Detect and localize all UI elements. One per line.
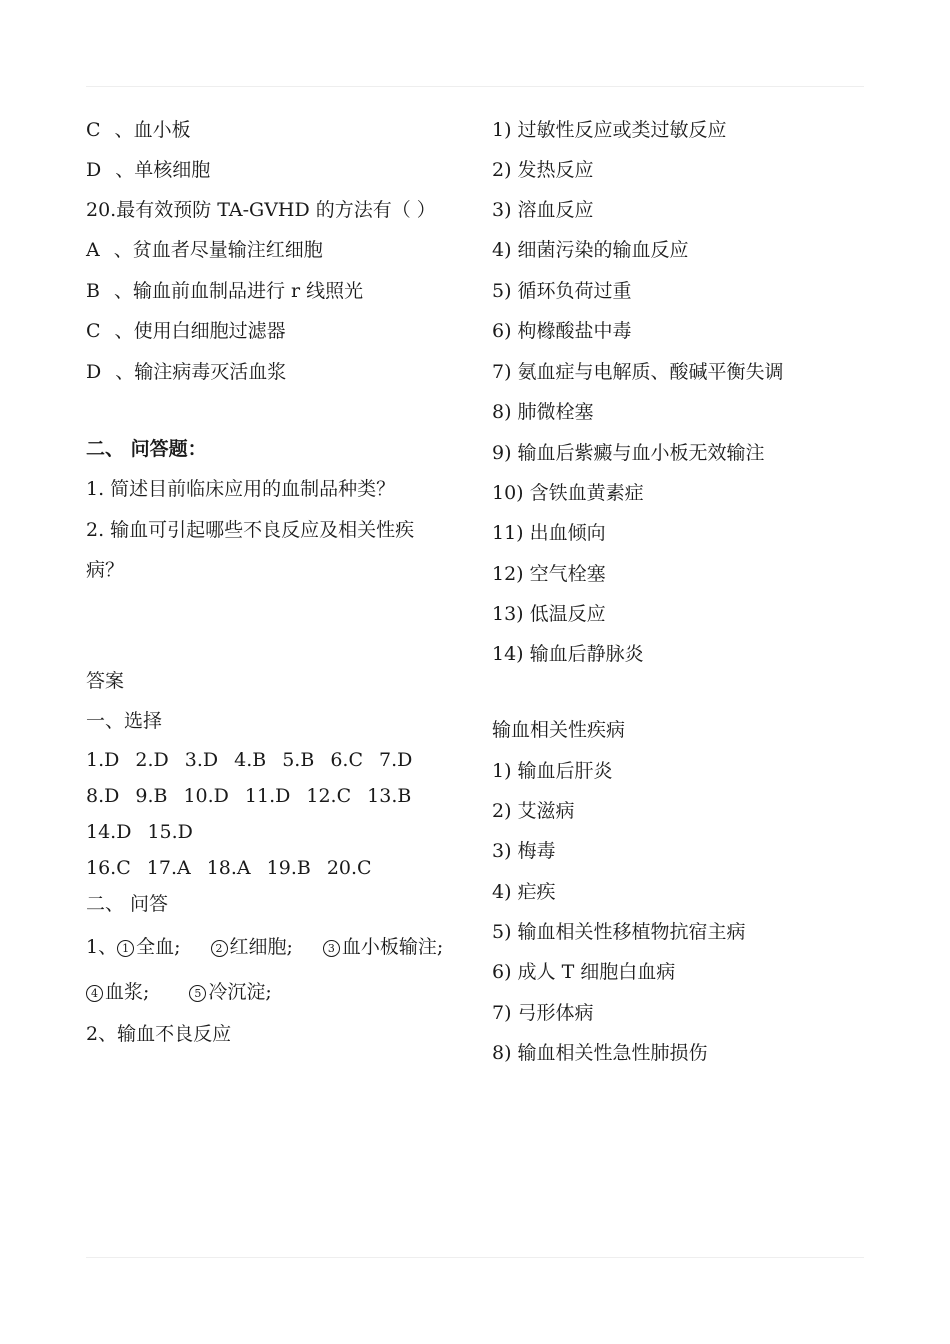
answer-item: 17.A xyxy=(146,857,191,879)
section2-heading: 二、 问答题： xyxy=(86,438,207,460)
related-disease-8: 8) 输血相关性急性肺损伤 xyxy=(492,1042,708,1064)
answer-1-line-b: 4 血浆; 5 冷沉淀; xyxy=(86,980,272,1004)
circled-number: 5 xyxy=(189,985,206,1002)
answer-item: 14.D xyxy=(86,821,132,843)
q20-option-a: A 、贫血者尽量输注红细胞 xyxy=(86,239,323,261)
adverse-reaction-4: 4) 细菌污染的输血反应 xyxy=(492,239,689,261)
adverse-reaction-1: 1) 过敏性反应或类过敏反应 xyxy=(492,119,727,141)
answers-part1-heading: 一、选择 xyxy=(86,710,163,732)
q19-option-d: D 、单核细胞 xyxy=(86,159,211,181)
answer-item: 16.C xyxy=(86,857,131,879)
answer-item: 13.B xyxy=(367,785,412,807)
answer-1-line-a: 1、 1 全血; 2 红细胞; 3 血小板输注; xyxy=(86,936,444,958)
circled-number: 2 xyxy=(211,940,228,957)
answer-item: 2.D xyxy=(135,749,169,771)
related-disease-7: 7) 弓形体病 xyxy=(492,1002,594,1024)
answer-item: 20.C xyxy=(326,857,372,879)
answer-item: 3.D xyxy=(184,749,219,771)
answer-2: 2、输血不良反应 xyxy=(86,1023,232,1045)
circled-number: 4 xyxy=(86,985,103,1002)
q19-option-c: C 、血小板 xyxy=(86,119,191,141)
adverse-reaction-2: 2) 发热反应 xyxy=(492,159,594,181)
related-disease-3: 3) 梅毒 xyxy=(492,840,556,862)
adverse-reaction-10: 10) 含铁血黄素症 xyxy=(492,482,644,504)
answer-item: 18.A xyxy=(206,857,251,879)
top-rule xyxy=(86,86,864,87)
related-disease-4: 4) 疟疾 xyxy=(492,881,556,903)
related-disease-6: 6) 成人 T 细胞白血病 xyxy=(492,961,676,983)
answers-title: 答案 xyxy=(86,670,125,692)
circled-number: 1 xyxy=(117,940,134,957)
adverse-reaction-6: 6) 枸橼酸盐中毒 xyxy=(492,320,632,342)
question-1: 1. 简述目前临床应用的血制品种类？ xyxy=(86,478,396,500)
adverse-reaction-11: 11) 出血倾向 xyxy=(492,522,606,544)
circled-number: 3 xyxy=(323,940,340,957)
answer-item: 12.C xyxy=(306,785,352,807)
answer-row-4 xyxy=(86,856,388,880)
answer-item: 1.D xyxy=(86,749,120,771)
answers-part2-heading: 二、 问答 xyxy=(86,893,169,915)
answer-item: 9.B xyxy=(135,785,168,807)
q20-option-c: C 、使用白细胞过滤器 xyxy=(86,320,286,342)
adverse-reaction-12: 12) 空气栓塞 xyxy=(492,563,606,585)
related-disease-5: 5) 输血相关性移植物抗宿主病 xyxy=(492,921,746,943)
q20-option-b: B 、输血前血制品进行 r 线照光 xyxy=(86,280,364,302)
answer-item: 11.D xyxy=(244,785,291,807)
adverse-reaction-9: 9) 输血后紫癜与血小板无效输注 xyxy=(492,442,765,464)
answer-item: 5.B xyxy=(282,749,315,771)
bottom-rule xyxy=(86,1257,864,1258)
q20-option-d: D 、输注病毒灭活血浆 xyxy=(86,361,287,383)
related-disease-1: 1) 输血后肝炎 xyxy=(492,760,613,782)
answer-item: 8.D xyxy=(86,785,120,807)
answer-item: 6.C xyxy=(330,749,363,771)
answer-item: 19.B xyxy=(266,857,311,879)
question-2: 2. 输血可引起哪些不良反应及相关性疾 xyxy=(86,519,415,541)
answer-row-3 xyxy=(86,820,209,844)
adverse-reaction-14: 14) 输血后静脉炎 xyxy=(492,643,644,665)
answer-item: 15.D xyxy=(147,821,193,843)
q20-stem: 20.最有效预防 TA-GVHD 的方法有（ ） xyxy=(86,199,436,221)
answer-row-1 xyxy=(86,748,428,772)
answer-row-2 xyxy=(86,784,427,808)
adverse-reaction-5: 5) 循环负荷过重 xyxy=(492,280,632,302)
answer-item: 10.D xyxy=(183,785,229,807)
answer-item: 7.D xyxy=(378,749,413,771)
adverse-reaction-7: 7) 氨血症与电解质、酸碱平衡失调 xyxy=(492,361,784,383)
related-diseases-title: 输血相关性疾病 xyxy=(492,719,626,741)
adverse-reaction-13: 13) 低温反应 xyxy=(492,603,606,625)
answer-item: 4.B xyxy=(234,749,267,771)
question-2-cont: 病？ xyxy=(86,559,125,581)
adverse-reaction-3: 3) 溶血反应 xyxy=(492,199,594,221)
related-disease-2: 2) 艾滋病 xyxy=(492,800,575,822)
adverse-reaction-8: 8) 肺微栓塞 xyxy=(492,401,594,423)
